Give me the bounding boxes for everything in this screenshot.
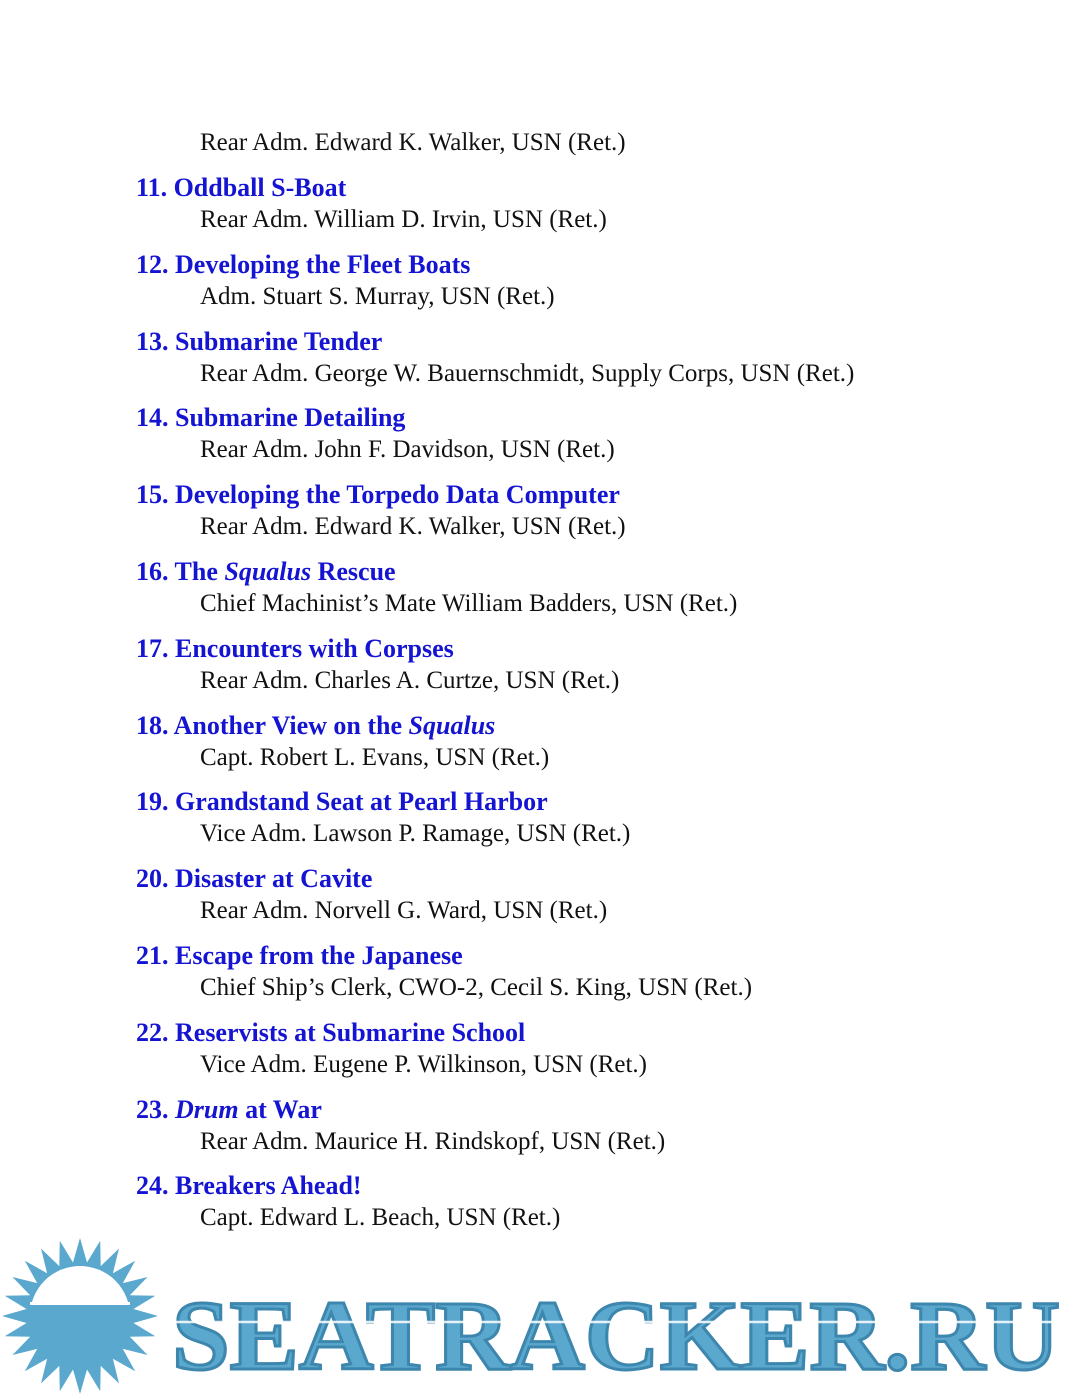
- entry-number: 11.: [136, 173, 168, 202]
- entry-author: Chief Ship’s Clerk, CWO-2, Cecil S. King, USN (Ret.): [200, 974, 753, 1001]
- entry-title-text: at War: [245, 1094, 322, 1124]
- entry-author: Capt. Edward L. Beach, USN (Ret.): [200, 1204, 561, 1232]
- entry-number: 24.: [136, 1171, 169, 1201]
- toc-entry: [136, 557, 1036, 621]
- entry-number: 20.: [136, 864, 169, 894]
- entry-title-text: Escape from the Japanese: [175, 941, 463, 970]
- entry-number: 23.: [136, 1094, 169, 1124]
- entry-title-link[interactable]: [136, 787, 1036, 817]
- entry-title-link[interactable]: [136, 711, 1036, 741]
- toc-entry: [136, 173, 1036, 237]
- toc-entry: [136, 403, 1036, 467]
- entry-number: 18.: [136, 710, 169, 740]
- entry-title-text: Grandstand Seat at Pearl Harbor: [175, 787, 548, 817]
- entry-title-link[interactable]: [136, 557, 1036, 587]
- toc-entry: [136, 250, 1036, 314]
- entry-title-text: Submarine Detailing: [175, 403, 406, 433]
- toc-entry: [136, 864, 1036, 928]
- entry-author: Rear Adm. Charles A. Curtze, USN (Ret.): [200, 666, 620, 694]
- entry-title-text: The: [174, 557, 218, 586]
- entry-title-link[interactable]: [136, 634, 1036, 664]
- entry-title-text: Disaster at Cavite: [175, 864, 373, 894]
- entry-title-link[interactable]: [136, 1018, 1036, 1048]
- toc-entry: [136, 480, 1036, 544]
- entry-number: 17.: [136, 633, 169, 663]
- entry-author: Rear Adm. John F. Davidson, USN (Ret.): [200, 436, 615, 464]
- entry-number: 15.: [136, 480, 169, 510]
- entry-title-text: Reservists at Submarine School: [175, 1017, 526, 1047]
- entry-number: 16.: [136, 557, 169, 586]
- entry-author: Rear Adm. George W. Bauernschmidt, Supply Corps, USN (Ret.): [200, 359, 855, 387]
- entry-number: 12.: [136, 249, 169, 279]
- entry-title-link[interactable]: [136, 864, 1036, 894]
- watermark-text: SEATRACKER.RU: [172, 1280, 1060, 1391]
- toc-entry: [136, 711, 1036, 775]
- entry-title-text: Submarine Tender: [175, 326, 383, 356]
- toc-entry: [136, 1018, 1036, 1082]
- entry-title-text: Another View on the: [173, 710, 403, 740]
- entry-number: 22.: [136, 1017, 169, 1047]
- entry-author: Rear Adm. Maurice H. Rindskopf, USN (Ret.): [200, 1127, 666, 1155]
- entry-title-link[interactable]: [136, 403, 1036, 433]
- entry-title-italic: Squalus: [408, 710, 496, 740]
- entry-author: Chief Machinist’s Mate William Badders, USN (Ret.): [200, 590, 738, 617]
- entry-number: 13.: [136, 326, 169, 356]
- entry-title-link[interactable]: [136, 941, 1036, 971]
- entry-title-text: Breakers Ahead!: [175, 1171, 362, 1201]
- sun-logo-icon: [2, 1238, 158, 1394]
- entry-author: Adm. Stuart S. Murray, USN (Ret.): [200, 282, 555, 310]
- toc-entry: [136, 787, 1036, 851]
- toc-entry: [136, 1171, 1036, 1235]
- entry-title-italic: Drum: [175, 1094, 239, 1124]
- entry-title-link[interactable]: [136, 327, 1036, 357]
- watermark: [0, 1236, 1080, 1397]
- toc-entry: [136, 634, 1036, 698]
- toc-entry: [136, 941, 1036, 1005]
- entry-author: Rear Adm. Edward K. Walker, USN (Ret.): [200, 513, 626, 541]
- entry-author: Vice Adm. Lawson P. Ramage, USN (Ret.): [200, 820, 631, 848]
- entry-title-text: Oddball S-Boat: [173, 173, 347, 202]
- entry-title-link[interactable]: [136, 250, 1036, 280]
- entry-number: 21.: [136, 941, 169, 970]
- toc-entry: [136, 1095, 1036, 1159]
- entry-title-link[interactable]: [136, 1171, 1036, 1201]
- entry-title-text: Encounters with Corpses: [175, 633, 454, 663]
- entry-title-link[interactable]: [136, 480, 1036, 510]
- entry-title-text: Developing the Fleet Boats: [175, 249, 471, 279]
- entry-title-link[interactable]: [136, 1095, 1036, 1125]
- entry-title-text: Rescue: [317, 557, 396, 586]
- entry-author: Capt. Robert L. Evans, USN (Ret.): [200, 743, 550, 771]
- entry-author: Rear Adm. William D. Irvin, USN (Ret.): [200, 206, 607, 233]
- entry-title-link[interactable]: [136, 173, 1036, 203]
- entry-number: 14.: [136, 403, 169, 433]
- entry-author: Rear Adm. Norvell G. Ward, USN (Ret.): [200, 897, 608, 925]
- entry-number: 19.: [136, 787, 169, 817]
- toc-entry: [136, 327, 1036, 391]
- entry-author: Vice Adm. Eugene P. Wilkinson, USN (Ret.): [200, 1050, 647, 1078]
- entry-title-text: Developing the Torpedo Data Computer: [175, 480, 620, 510]
- entry-title-italic: Squalus: [224, 557, 312, 586]
- entry-author: Rear Adm. Edward K. Walker, USN (Ret.): [200, 129, 626, 156]
